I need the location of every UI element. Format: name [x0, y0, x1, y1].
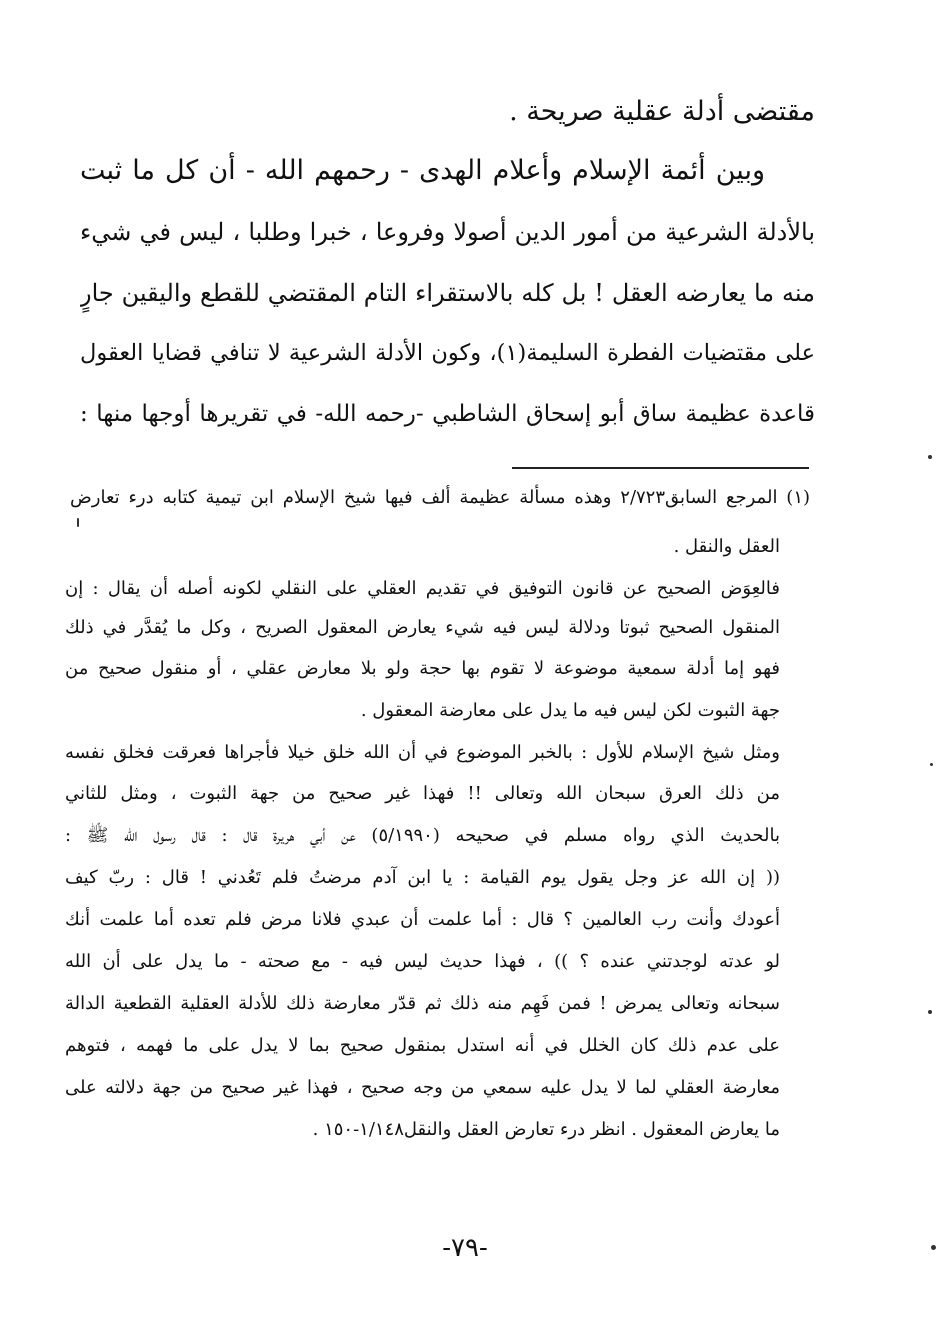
- footnote-line-10: (( إن الله عز وجل يقول يوم القيامة : يا ابن آدم مرضتُ فلم تَعُدني ! قال : ربّ كيف: [65, 867, 780, 888]
- footnote-line-12: لو عدته لوجدتني عنده ؟ )) ، فهذا حديث ليس فيه - مع صحته - ما يدل على أن الله: [65, 951, 780, 972]
- main-line-5: على مقتضيات الفطرة السليمة(١)، وكون الأدلة الشرعية لا تنافي قضايا العقول: [80, 340, 815, 366]
- scan-speck: [930, 763, 933, 766]
- footnote-line-14: على عدم ذلك كان الخلل في أنه استدل بمنقول صحيح بما لا يدل على ما فهمه ، فتوهم: [65, 1035, 780, 1056]
- page-number: -٧٩-: [442, 1233, 488, 1263]
- main-line-2: وبين أئمة الإسلام وأعلام الهدى - رحمهم الله - أن كل ما ثبت: [80, 155, 765, 186]
- footnote-line-1: (١) المرجع السابق٢/٧٢٣ وهذه مسألة عظيمة ألف فيها شيخ الإسلام ابن تيمية كتابه درء تعارض: [70, 487, 810, 508]
- footnote-line-3: فالعِوَض الصحيح عن قانون التوفيق في تقديم العقلي على النقلي لكونه أصله أن يقال : إن: [65, 578, 780, 599]
- footnote-line-16: ما يعارض المعقول . انظر درء تعارض العقل والنقل١/١٤٨-١٥٠ .: [312, 1119, 780, 1140]
- scan-speck: [931, 1245, 936, 1250]
- footnote-line-11: أعودك وأنت رب العالمين ؟ قال : أما علمت أن عبدي فلانا مرض فلم تعده أما علمت أنك: [65, 909, 780, 930]
- main-line-3: بالأدلة الشرعية من أمور الدين أصولا وفروعا ، خبرا وطلبا ، ليس في شيء: [80, 218, 815, 246]
- footnote-line-4: المنقول الصحيح ثبوتا ودلالة ليس فيه شيء يعارض المعقول الصريح ، وكل ما يُقدَّر في ذلك: [65, 617, 780, 638]
- footnote-line-13: سبحانه وتعالى يمرض ! فمن فَهِم منه ذلك ثم قدّر معارضة ذلك للأدلة العقلية القطعية الدالة: [65, 993, 780, 1014]
- footnote-line-9: بالحديث الذي رواه مسلم في صحيحه (٥/١٩٩٠) عن أبي هريرة قال : قال رسول الله ﷺ :: [65, 825, 780, 846]
- main-line-6: قاعدة عظيمة ساق أبو إسحاق الشاطبي -رحمه الله- في تقريرها أوجها منها :: [80, 401, 815, 427]
- footnote-line-15: معارضة العقلي لما لا يدل عليه سمعي من وجه صحيح ، فهذا غير صحيح من جهة دلالته على: [65, 1077, 780, 1098]
- footnote-line-7: ومثل شيخ الإسلام للأول : بالخبر الموضوع في أن الله خلق خيلا فأجراها فعرقت فخلق نفسه: [65, 742, 780, 763]
- scan-speck: [928, 1010, 932, 1014]
- scan-speck: [77, 518, 79, 527]
- footnote-line-6: جهة الثبوت لكن ليس فيه ما يدل على معارضة المعقول .: [360, 700, 780, 721]
- main-line-4: منه ما يعارضه العقل ! بل كله بالاستقراء التام المقتضي للقطع واليقين جارٍ: [80, 279, 815, 307]
- scan-speck: [928, 455, 932, 459]
- footnote-line-8: من ذلك العرق سبحان الله وتعالى !! فهذا غير صحيح من جهة الثبوت ، ومثل للثاني: [65, 783, 780, 804]
- main-line-1: مقتضى أدلة عقلية صريحة .: [509, 96, 815, 127]
- footnote-separator: [512, 467, 809, 469]
- footnote-line-2: العقل والنقل .: [673, 536, 780, 557]
- footnote-line-5: فهو إما أدلة سمعية موضوعة لا تقوم بها حجة ولو بلا معارض عقلي ، أو منقول صحيح من: [65, 658, 780, 679]
